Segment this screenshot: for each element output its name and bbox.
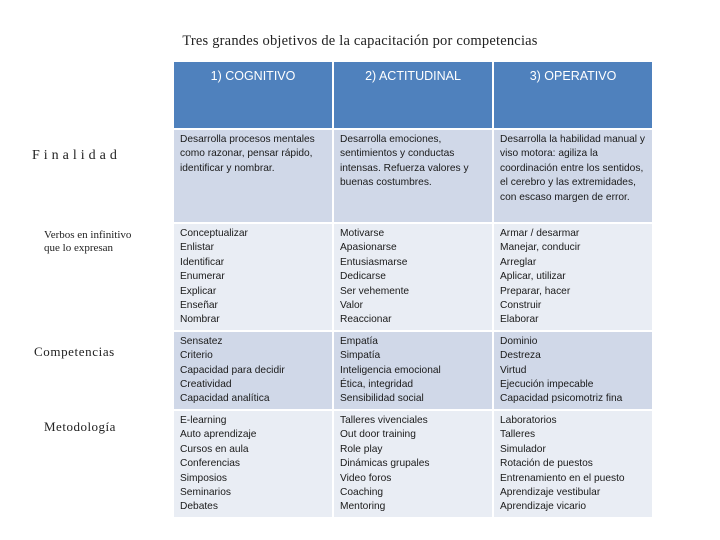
cell-list-item: Seminarios [180,486,231,498]
column-header-operativo: 3) OPERATIVO [494,62,652,128]
cell-list-item: Elaborar [500,314,539,326]
cell-finalidad-cognitivo: Desarrolla procesos mentales como razonar, pensar rápido, identificar y nombrar. [174,130,332,222]
row-label-competencias: Competencias [34,344,115,359]
cell-finalidad-actitudinal: Desarrolla emociones, sentimientos y conductas intensas. Refuerza valores y buenas costumbres. [334,130,492,222]
cell-list-item: Out door training [340,429,416,441]
cell-list-item: Ejecución impecable [500,379,594,391]
cell-list-item: Coaching [340,486,384,498]
cell-list-item: Empatía [340,335,378,347]
cell-list-item: Capacidad analítica [180,393,270,405]
cell-list-item: Destreza [500,350,541,362]
cell-list-item: Reaccionar [340,314,392,326]
cell-list-item: Explicar [180,285,217,297]
cell-list-item: Conceptualizar [180,228,248,239]
cell-finalidad-operativo: Desarrolla la habilidad manual y viso motora: agiliza la coordinación entre los sentidos, el cerebro y las extremidades, con escaso margen de error. [494,130,652,222]
cell-list-item: Cursos en aula [180,443,249,455]
cell-verbos-actitudinal [334,224,492,330]
cell-list-item: Motivarse [340,228,385,239]
cell-list-item: Aplicar, utilizar [500,271,566,283]
cell-list-item: E-learning [180,414,227,426]
cell-list-item: Identificar [180,256,225,268]
cell-verbos-cognitivo [174,224,332,330]
objectives-table [172,60,654,519]
header-row [174,62,652,128]
cell-list-item: Manejar, conducir [500,242,581,254]
cell-list-item: Role play [340,443,383,455]
cell-competencias-operativo [494,332,652,409]
cell-list-item: Apasionarse [340,242,397,254]
cell-list-item: Arreglar [500,256,537,268]
cell-metodologia-cognitivo [174,411,332,517]
cell-list-item: Capacidad para decidir [180,364,285,376]
cell-list-item: Dinámicas grupales [340,458,430,470]
cell-list-item: Talleres vivenciales [340,414,428,426]
cell-list-item: Creatividad [180,379,232,391]
cell-list-item: Sensibilidad social [340,393,424,405]
cell-list-item: Entusiasmarse [340,256,408,268]
row-label-finalidad: Finalidad [32,148,121,163]
cell-list-item: Laboratorios [500,414,557,426]
cell-list-item: Construir [500,300,542,312]
cell-verbos-operativo [494,224,652,330]
cell-list-item: Aprendizaje vicario [500,501,587,513]
cell-list-item: Virtud [500,364,527,376]
table-row-metodologia [174,411,652,517]
cell-metodologia-operativo [494,411,652,517]
cell-list-item: Ética, integridad [340,379,414,391]
cell-list-item: Entrenamiento en el puesto [500,472,625,484]
table-row-verbos [174,224,652,330]
cell-competencias-actitudinal [334,332,492,409]
row-label-verbos: Verbos en infinitivo que lo expresan [44,229,132,254]
cell-list-item: Criterio [180,350,213,362]
cell-list-item: Enseñar [180,300,218,312]
cell-list-item: Simpatía [340,350,381,362]
cell-list-item: Enlistar [180,242,214,254]
page-title: Tres grandes objetivos de la capacitación por competencias [182,33,538,49]
cell-list-item: Aprendizaje vestibular [500,486,601,498]
cell-list-item: Valor [340,300,364,312]
cell-list-item: Armar / desarmar [500,228,580,239]
cell-list-item: Inteligencia emocional [340,364,441,376]
cell-list-item: Mentoring [340,501,386,513]
cell-list-item: Dominio [500,335,538,347]
cell-list-item: Debates [180,501,218,513]
cell-list-item: Nombrar [180,314,220,326]
column-header-cognitivo: 1) COGNITIVO [174,62,332,128]
cell-list-item: Enumerar [180,271,225,283]
cell-list-item: Ser vehemente [340,285,410,297]
cell-competencias-cognitivo [174,332,332,409]
column-header-actitudinal: 2) ACTITUDINAL [334,62,492,128]
table-row-competencias [174,332,652,409]
cell-list-item: Simposios [180,472,227,484]
cell-list-item: Sensatez [180,335,223,347]
cell-list-item: Rotación de puestos [500,458,593,470]
cell-metodologia-actitudinal [334,411,492,517]
cell-list-item: Talleres [500,429,536,441]
cell-list-item: Conferencias [180,458,241,470]
cell-list-item: Dedicarse [340,271,386,283]
cell-list-item: Video foros [340,472,392,484]
cell-list-item: Auto aprendizaje [180,429,257,441]
row-label-metodologia: Metodología [44,419,116,434]
cell-list-item: Preparar, hacer [500,285,571,297]
table-row-finalidad [174,130,652,222]
cell-list-item: Capacidad psicomotriz fina [500,393,623,405]
cell-list-item: Simulador [500,443,546,455]
